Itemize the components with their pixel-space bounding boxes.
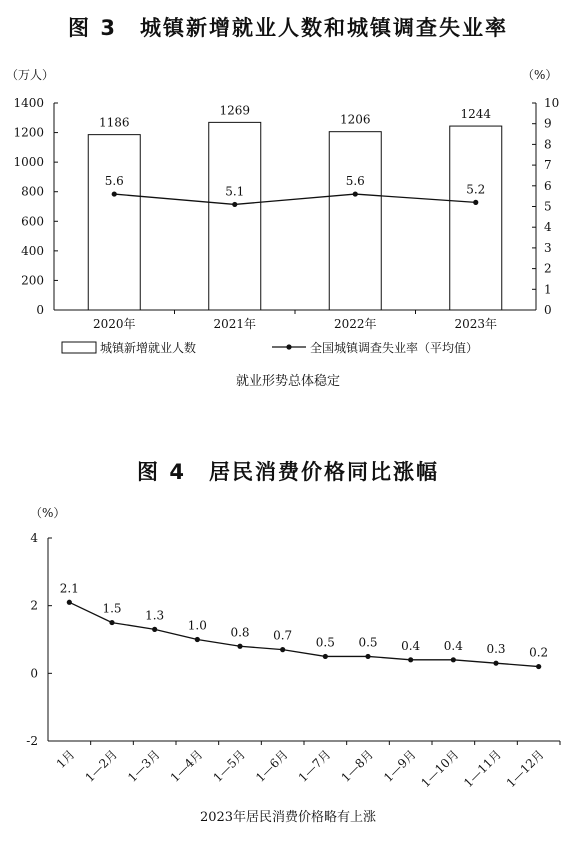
legend-line-label: 全国城镇调查失业率（平均值）	[310, 341, 479, 355]
right-tick-label: 4	[544, 220, 552, 235]
cpi-data-label: 0.7	[273, 628, 293, 643]
left-tick-label: 0	[36, 303, 44, 317]
right-tick-label: 8	[544, 137, 552, 152]
bars	[88, 103, 502, 310]
cpi-data-label: 0.3	[486, 642, 506, 657]
cpi-point	[408, 657, 413, 662]
x-tick-label: 2022年	[333, 317, 377, 331]
x-tick-label: 1—4月	[167, 747, 206, 785]
cpi-data-label: 2.1	[59, 581, 79, 596]
cpi-point	[195, 637, 200, 642]
x-tick-label: 1—12月	[503, 747, 547, 791]
right-tick-label: 1	[544, 282, 552, 297]
rate-data-label: 5.6	[345, 174, 365, 189]
x-tick-label: 1—9月	[381, 747, 419, 785]
legend-bar-label: 城镇新增就业人数	[100, 341, 197, 355]
cpi-data-label: 0.8	[230, 625, 250, 640]
bar-data-label: 1269	[219, 103, 251, 118]
left-tick-label: 1400	[13, 96, 44, 110]
figure3-caption: 就业形势总体稳定	[235, 374, 340, 389]
right-tick-label: 0	[544, 303, 552, 317]
bar	[88, 135, 140, 310]
bar-data-label: 1186	[98, 115, 130, 130]
legend-bar-swatch	[62, 342, 96, 353]
cpi-data-label: 1.5	[102, 601, 122, 616]
left-tick-label: 400	[21, 243, 44, 258]
y-tick-label: 0	[30, 666, 38, 681]
left-tick-label: 200	[21, 273, 44, 288]
cpi-point	[365, 654, 370, 659]
left-axis-unit: （万人）	[6, 68, 55, 82]
rate-point	[232, 202, 237, 207]
x-tick-label: 2021年	[213, 317, 257, 331]
bar	[450, 126, 502, 310]
cpi-point	[493, 661, 498, 666]
legend	[62, 340, 478, 355]
left-tick-label: 800	[21, 184, 44, 199]
right-tick-label: 6	[544, 178, 552, 193]
right-tick-label: 3	[544, 240, 552, 255]
y-tick-label: -2	[26, 734, 38, 748]
rate-point	[353, 191, 358, 196]
rate-polyline	[114, 194, 476, 204]
figure4-caption: 2023年居民消费价格略有上涨	[199, 810, 377, 825]
y-tick-label: 2	[30, 598, 38, 613]
cpi-point	[109, 620, 114, 625]
cpi-point	[323, 654, 328, 659]
bar	[209, 122, 261, 310]
x-tick-label: 2020年	[92, 317, 136, 331]
cpi-point	[237, 644, 242, 649]
bar	[329, 132, 381, 310]
bar-data-label: 1206	[339, 112, 371, 127]
x-tick-label: 1—7月	[295, 747, 334, 785]
cpi-point	[67, 600, 72, 605]
right-tick-label: 7	[544, 158, 552, 173]
x-tick-label: 2023年	[454, 317, 498, 331]
x-tick-label: 1—5月	[210, 747, 249, 785]
right-tick-label: 10	[544, 96, 560, 110]
left-tick-label: 1000	[13, 155, 44, 170]
figure3-title: 图 3 城镇新增就业人数和城镇调查失业率	[68, 16, 508, 40]
cpi-data-label: 0.5	[358, 635, 378, 650]
x-tick-label: 1—8月	[338, 747, 377, 785]
x-tick-label: 1—11月	[461, 747, 505, 791]
x-tick-label: 1—6月	[253, 747, 291, 785]
rate-data-label: 5.6	[104, 174, 124, 189]
right-tick-label: 5	[544, 199, 552, 214]
left-tick-label: 600	[21, 214, 44, 229]
rate-point	[112, 191, 117, 196]
rate-data-label: 5.2	[466, 182, 486, 197]
legend-line-marker	[286, 344, 291, 349]
cpi-data-label: 0.4	[401, 638, 421, 653]
right-axis-unit: （%）	[522, 68, 558, 82]
cpi-data-label: 1.0	[187, 618, 207, 633]
figure4-title: 图 4 居民消费价格同比涨幅	[137, 460, 439, 484]
right-tick-label: 9	[544, 116, 552, 131]
cpi-data-label: 0.5	[315, 635, 335, 650]
rate-data-label: 5.1	[225, 184, 245, 199]
cpi-axis-unit: （%）	[30, 506, 66, 520]
axes	[26, 531, 560, 790]
cpi-data-label: 0.2	[529, 645, 549, 660]
y-tick-label: 4	[30, 531, 38, 545]
cpi-polyline	[69, 602, 538, 666]
x-tick-label: 1—10月	[418, 747, 462, 791]
cpi-point	[536, 664, 541, 669]
x-tick-label: 1月	[53, 747, 78, 772]
cpi-data-label: 1.3	[145, 608, 165, 623]
x-tick-label: 1—2月	[82, 747, 121, 785]
rate-line	[105, 174, 486, 207]
rate-point	[473, 200, 478, 205]
chart-employment	[0, 0, 576, 400]
cpi-point	[451, 657, 456, 662]
x-tick-label: 1—3月	[125, 747, 163, 785]
right-tick-label: 2	[544, 261, 552, 276]
cpi-point	[152, 627, 157, 632]
cpi-data-label: 0.4	[443, 638, 463, 653]
bar-data-label: 1244	[460, 107, 492, 122]
left-tick-label: 1200	[13, 125, 44, 140]
cpi-line	[60, 581, 548, 669]
cpi-point	[280, 647, 285, 652]
